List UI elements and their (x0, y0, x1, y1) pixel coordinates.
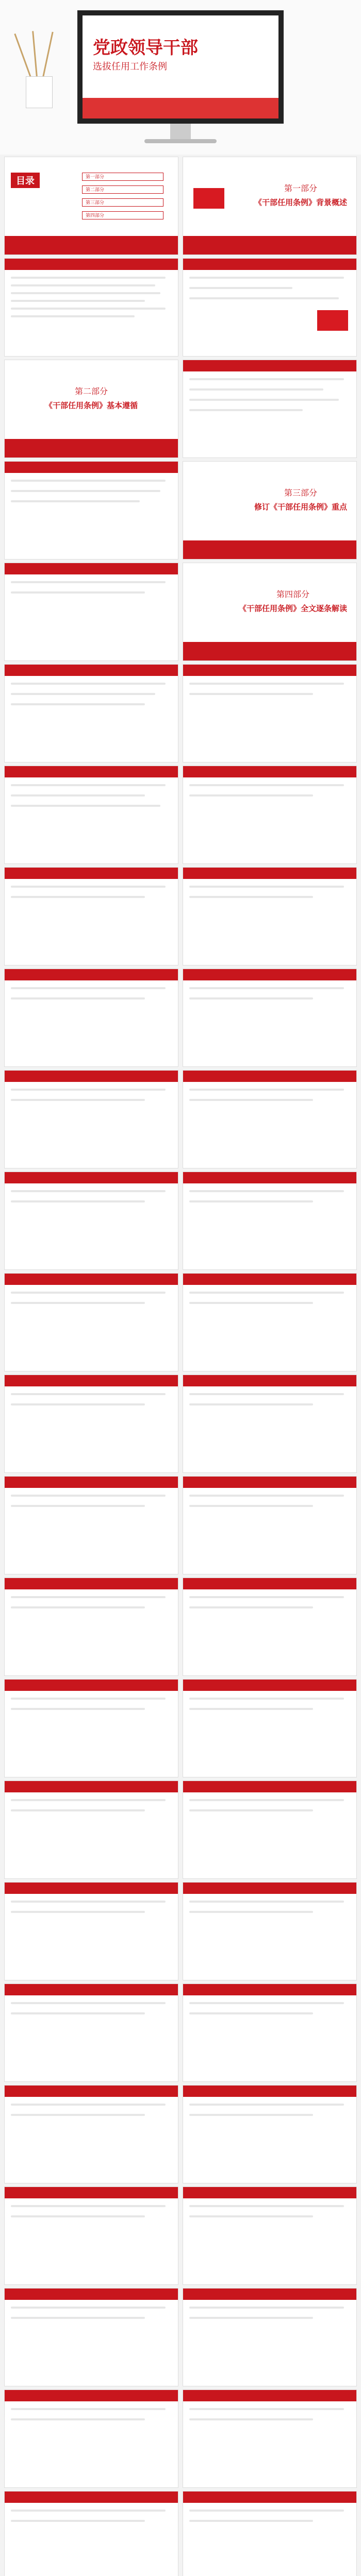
slide-content[interactable] (183, 867, 357, 965)
slide-content[interactable] (4, 969, 178, 1067)
slide-content[interactable] (183, 766, 357, 864)
slide-section-2[interactable] (4, 360, 178, 458)
slide-content[interactable] (4, 1781, 178, 1879)
slide-section-1[interactable] (183, 157, 357, 255)
slide-content[interactable] (183, 1984, 357, 2082)
slide-toc[interactable] (4, 157, 178, 255)
slide-section-4[interactable] (183, 563, 357, 661)
section-number: 第二部分 (74, 387, 108, 396)
slide-content[interactable] (183, 1070, 357, 1168)
slide-content[interactable] (4, 258, 178, 357)
slide-content[interactable] (183, 1578, 357, 1676)
section-title: 修订《干部任用条例》重点 (254, 503, 347, 512)
skyline-decoration (83, 98, 278, 118)
slide-content[interactable] (4, 766, 178, 864)
section-heading (239, 588, 347, 614)
slide-content[interactable] (183, 2187, 357, 2285)
slide-content[interactable] (4, 461, 178, 560)
slide-content[interactable] (4, 867, 178, 965)
section-title: 《干部任用条例》基本遵循 (44, 401, 138, 410)
pen-cup-illustration (21, 31, 57, 108)
toc-item: 第四部分 (82, 211, 163, 219)
slide-content[interactable] (4, 1172, 178, 1270)
toc-item: 第三部分 (82, 198, 163, 207)
slide-content[interactable] (4, 1273, 178, 1371)
red-wave-decoration (183, 642, 356, 660)
section-heading (254, 486, 347, 512)
section-number: 第三部分 (284, 489, 317, 498)
slide-content[interactable] (4, 664, 178, 762)
slide-content[interactable] (4, 2187, 178, 2285)
toc-item: 第二部分 (82, 185, 163, 194)
slide-content[interactable] (4, 1375, 178, 1473)
monitor-illustration (77, 10, 284, 144)
slide-content[interactable] (183, 1679, 357, 1777)
red-wave-decoration (5, 439, 178, 457)
slide-content[interactable] (183, 2288, 357, 2386)
slide-content[interactable] (4, 1476, 178, 1574)
slide-content[interactable] (183, 1172, 357, 1270)
section-title: 《干部任用条例》背景概述 (254, 198, 347, 207)
toc-title: 目录 (11, 173, 40, 188)
slide-content[interactable] (4, 2085, 178, 2183)
section-number: 第一部分 (284, 184, 317, 193)
slide-content[interactable] (4, 1679, 178, 1777)
slide-content[interactable] (183, 360, 357, 458)
red-wave-decoration (183, 540, 356, 559)
section-title: 《干部任用条例》全文逐条解读 (238, 604, 347, 613)
section-heading (5, 385, 178, 411)
slide-section-3[interactable] (183, 461, 357, 560)
slide-content[interactable] (4, 1984, 178, 2082)
monitor-screen (77, 10, 284, 124)
flag-decoration (193, 188, 224, 209)
slide-content[interactable] (4, 1070, 178, 1168)
section-heading (254, 182, 347, 208)
slide-content[interactable] (4, 2389, 178, 2488)
hero-title: 党政领导干部 (93, 38, 198, 58)
slide-content[interactable] (183, 2389, 357, 2488)
slide-content[interactable] (183, 2085, 357, 2183)
slide-content[interactable] (4, 1882, 178, 1980)
red-wave-decoration (5, 236, 178, 255)
slide-content[interactable] (183, 1273, 357, 1371)
slide-content[interactable] (4, 1578, 178, 1676)
slide-content[interactable] (4, 2491, 178, 2576)
hero-subtitle: 选拔任用工作条例 (93, 61, 167, 72)
slide-content[interactable] (183, 1476, 357, 1574)
slide-content[interactable] (183, 969, 357, 1067)
slide-content[interactable] (183, 2491, 357, 2576)
section-number: 第四部分 (276, 590, 309, 599)
slide-thumbnail-grid (0, 155, 361, 2576)
hero (0, 0, 361, 155)
slide-content[interactable] (183, 1882, 357, 1980)
slide-content[interactable] (4, 2288, 178, 2386)
slide-content[interactable] (183, 1781, 357, 1879)
red-wave-decoration (183, 236, 356, 255)
slide-content[interactable] (183, 1375, 357, 1473)
slide-content[interactable] (183, 664, 357, 762)
slide-content[interactable] (183, 258, 357, 357)
slide-content[interactable] (4, 563, 178, 661)
toc-item: 第一部分 (82, 173, 163, 181)
